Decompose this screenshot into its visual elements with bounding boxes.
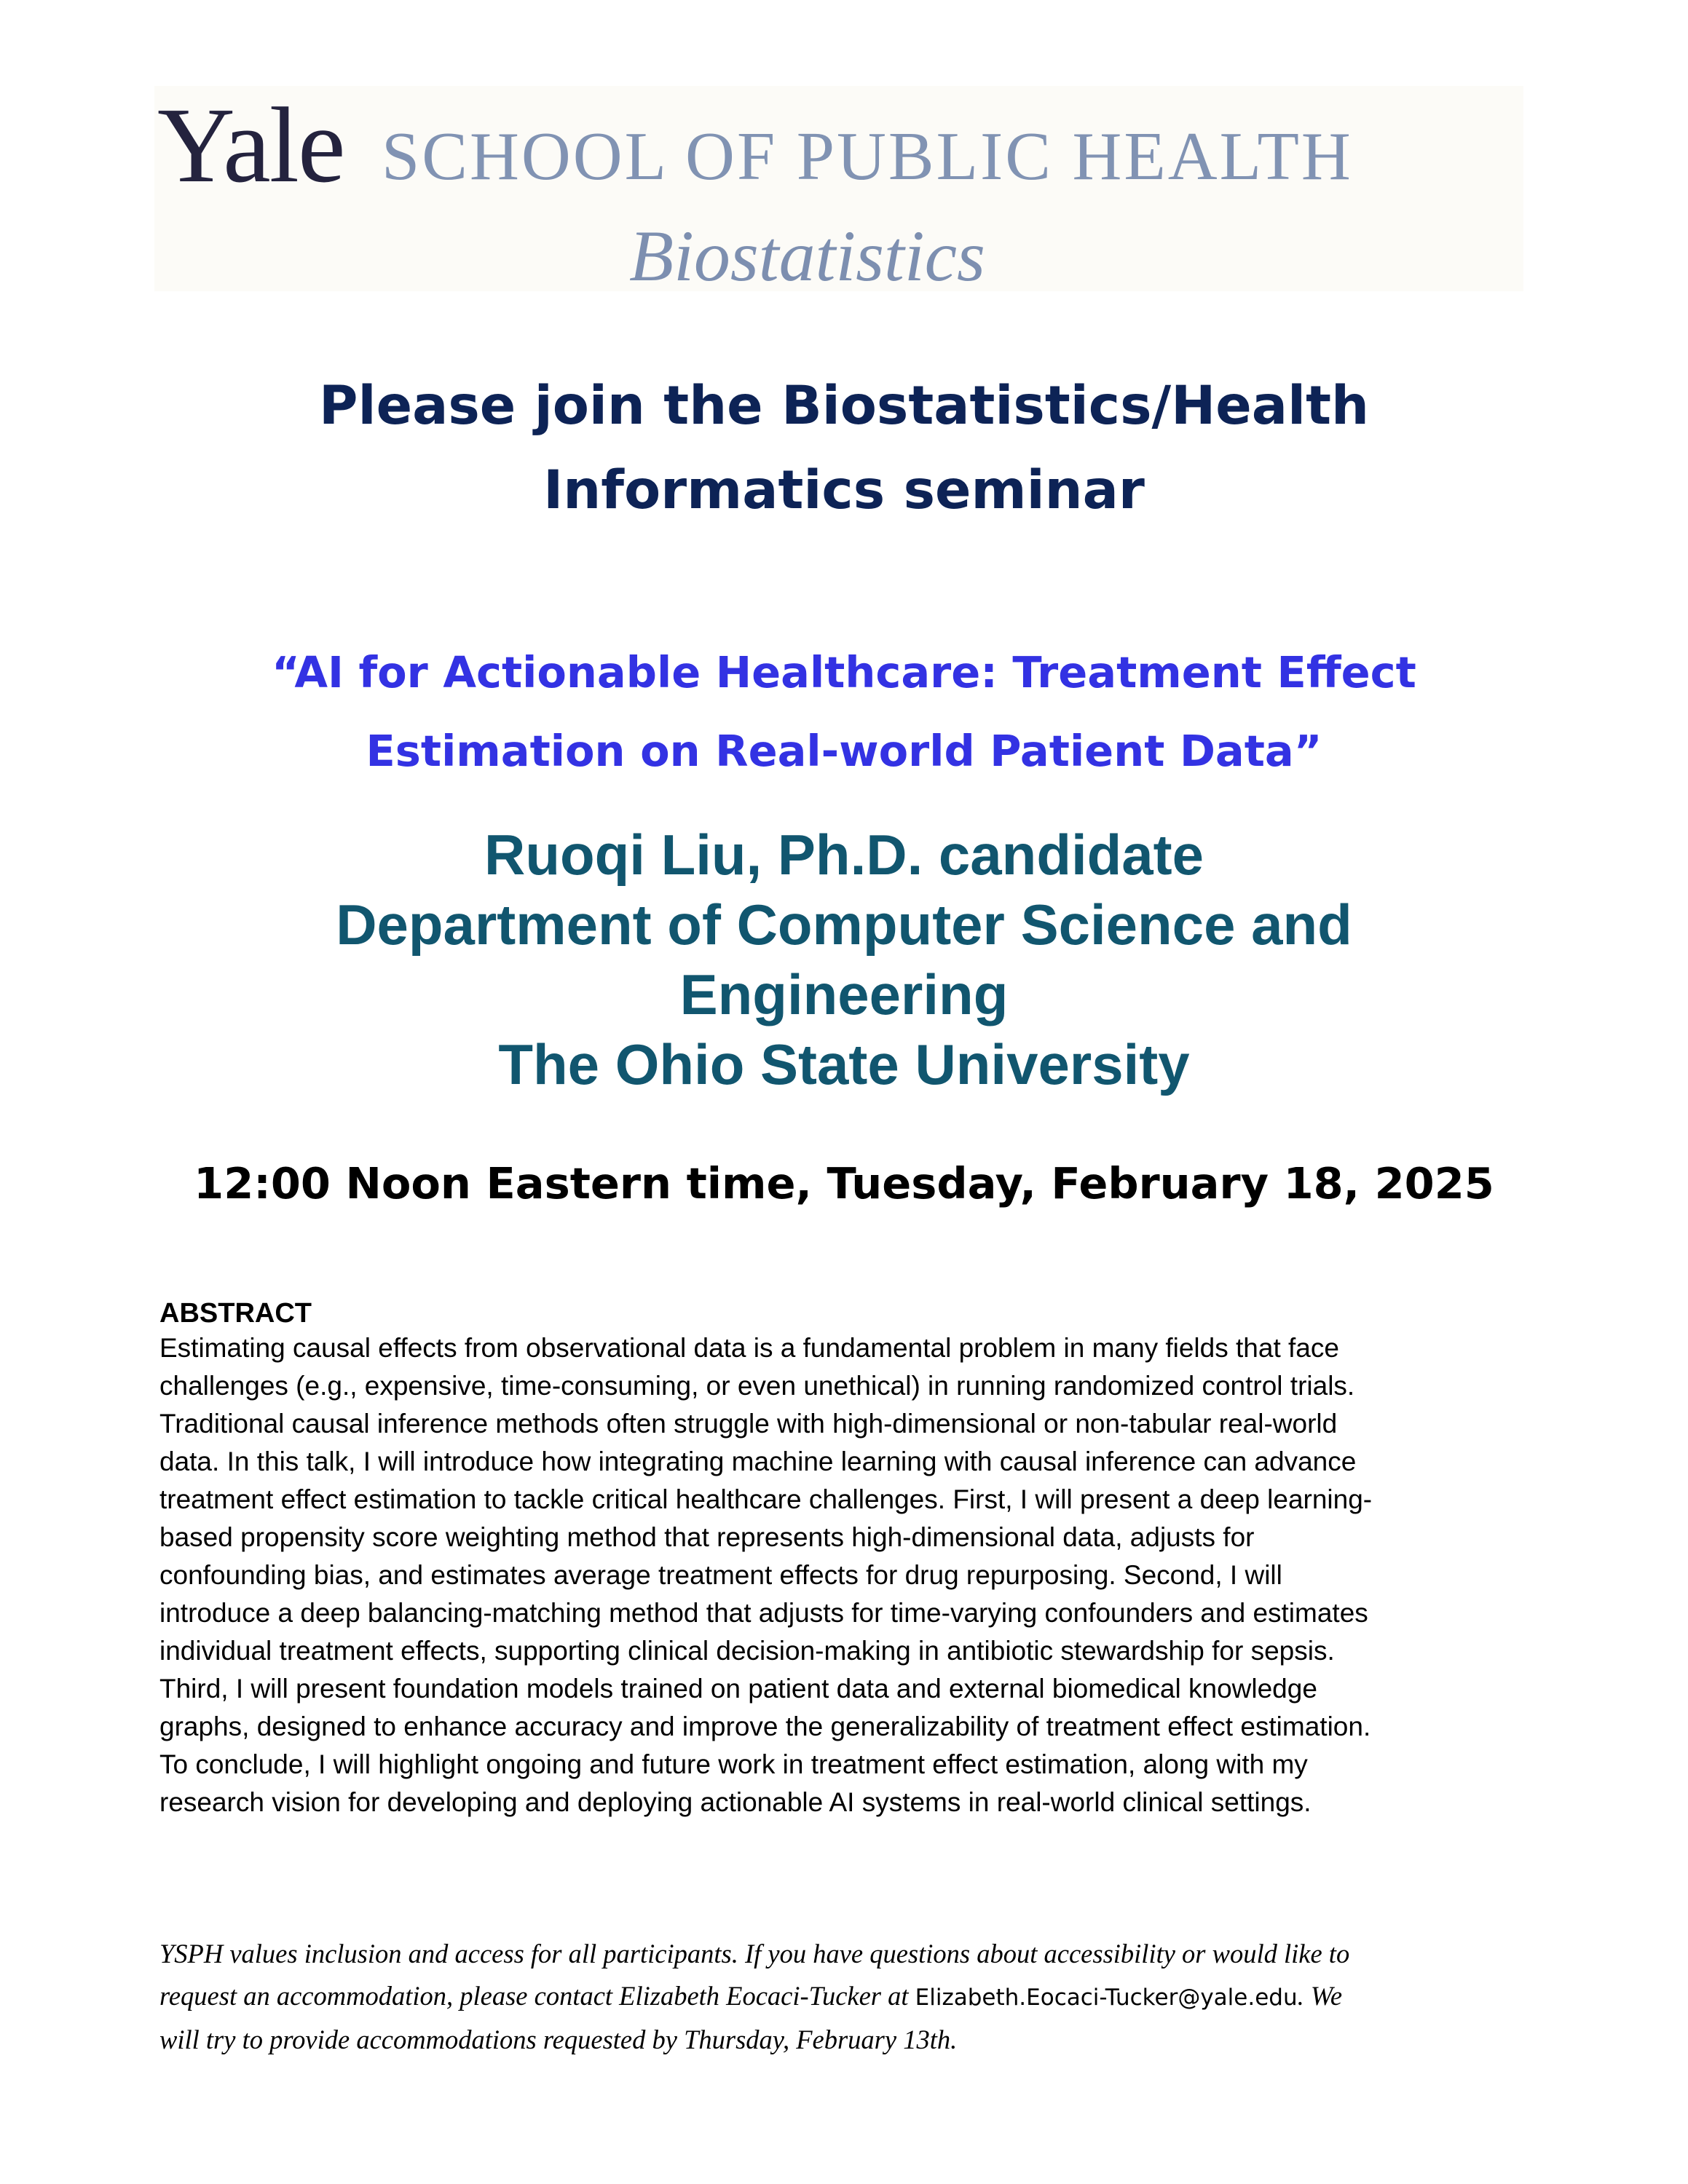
biostatistics-wordmark: Biostatistics (629, 215, 985, 296)
abstract-line: Estimating causal effects from observational data is a fundamental problem in many fields that face (159, 1333, 1339, 1363)
invitation-line-1: Please join the Biostatistics/Health (319, 375, 1369, 437)
abstract-body (159, 1329, 1539, 1821)
abstract-section (159, 1297, 1539, 1821)
speaker-name: Ruoqi Liu, Ph.D. candidate (484, 823, 1204, 887)
abstract-line: introduce a deep balancing-matching method that adjusts for time-varying confounders and estimates (159, 1598, 1368, 1628)
abstract-line: research vision for developing and deploying actionable AI systems in real-world clinical settings. (159, 1787, 1312, 1817)
abstract-line: data. In this talk, I will introduce how integrating machine learning with causal inference can advance (159, 1447, 1357, 1476)
speaker-department-line-2: Engineering (679, 962, 1009, 1026)
abstract-line: confounding bias, and estimates average treatment effects for drug repurposing. Second, I will (159, 1560, 1282, 1590)
yale-logo-wordmark: Yale (157, 86, 344, 205)
accessibility-line-2-end: . We (1297, 1981, 1343, 2011)
abstract-line: Third, I will present foundation models trained on patient data and external biomedical knowledge (159, 1674, 1317, 1704)
invitation-line-2: Informatics seminar (543, 459, 1145, 521)
talk-title-line-1: “AI for Actionable Healthcare: Treatment Effect (272, 647, 1416, 697)
speaker-department-line-1: Department of Computer Science and (336, 893, 1352, 957)
accessibility-notice (159, 1933, 1543, 2061)
abstract-line: To conclude, I will highlight ongoing and future work in treatment effect estimation, along with my (159, 1749, 1308, 1779)
abstract-heading: ABSTRACT (159, 1298, 312, 1329)
talk-title-line-2: Estimation on Real-world Patient Data” (366, 726, 1322, 776)
accessibility-line-2 (159, 1975, 1543, 2019)
speaker-info (0, 820, 1688, 1099)
abstract-line: individual treatment effects, supporting clinical decision-making in antibiotic stewardship for sepsis. (159, 1636, 1335, 1666)
contact-email-link[interactable]: Elizabeth.Eocaci-Tucker@yale.edu (915, 1985, 1298, 2011)
abstract-line: treatment effect estimation to tackle critical healthcare challenges. First, I will present a deep learning- (159, 1484, 1373, 1514)
seminar-datetime: 12:00 Noon Eastern time, Tuesday, February 18, 2025 (194, 1158, 1494, 1208)
accessibility-line-1: YSPH values inclusion and access for all participants. If you have questions about accessibility or would like to (159, 1939, 1350, 1969)
abstract-line: Traditional causal inference methods often struggle with high-dimensional or non-tabular real-world (159, 1409, 1338, 1439)
seminar-invitation (0, 364, 1688, 533)
speaker-university: The Ohio State University (498, 1032, 1190, 1096)
abstract-line: based propensity score weighting method that represents high-dimensional data, adjusts for (159, 1522, 1255, 1552)
accessibility-line-3: will try to provide accommodations requested by Thursday, February 13th. (159, 2025, 958, 2054)
abstract-line: challenges (e.g., expensive, time-consuming, or even unethical) in running randomized control trials. (159, 1371, 1355, 1401)
school-of-public-health-wordmark: SCHOOL OF PUBLIC HEALTH (382, 119, 1353, 194)
accessibility-line-2-text: request an accommodation, please contact Elizabeth Eocaci-Tucker at (159, 1981, 915, 2011)
abstract-line: graphs, designed to enhance accuracy and improve the generalizability of treatment effect estimation. (159, 1712, 1371, 1741)
talk-title (0, 633, 1688, 791)
